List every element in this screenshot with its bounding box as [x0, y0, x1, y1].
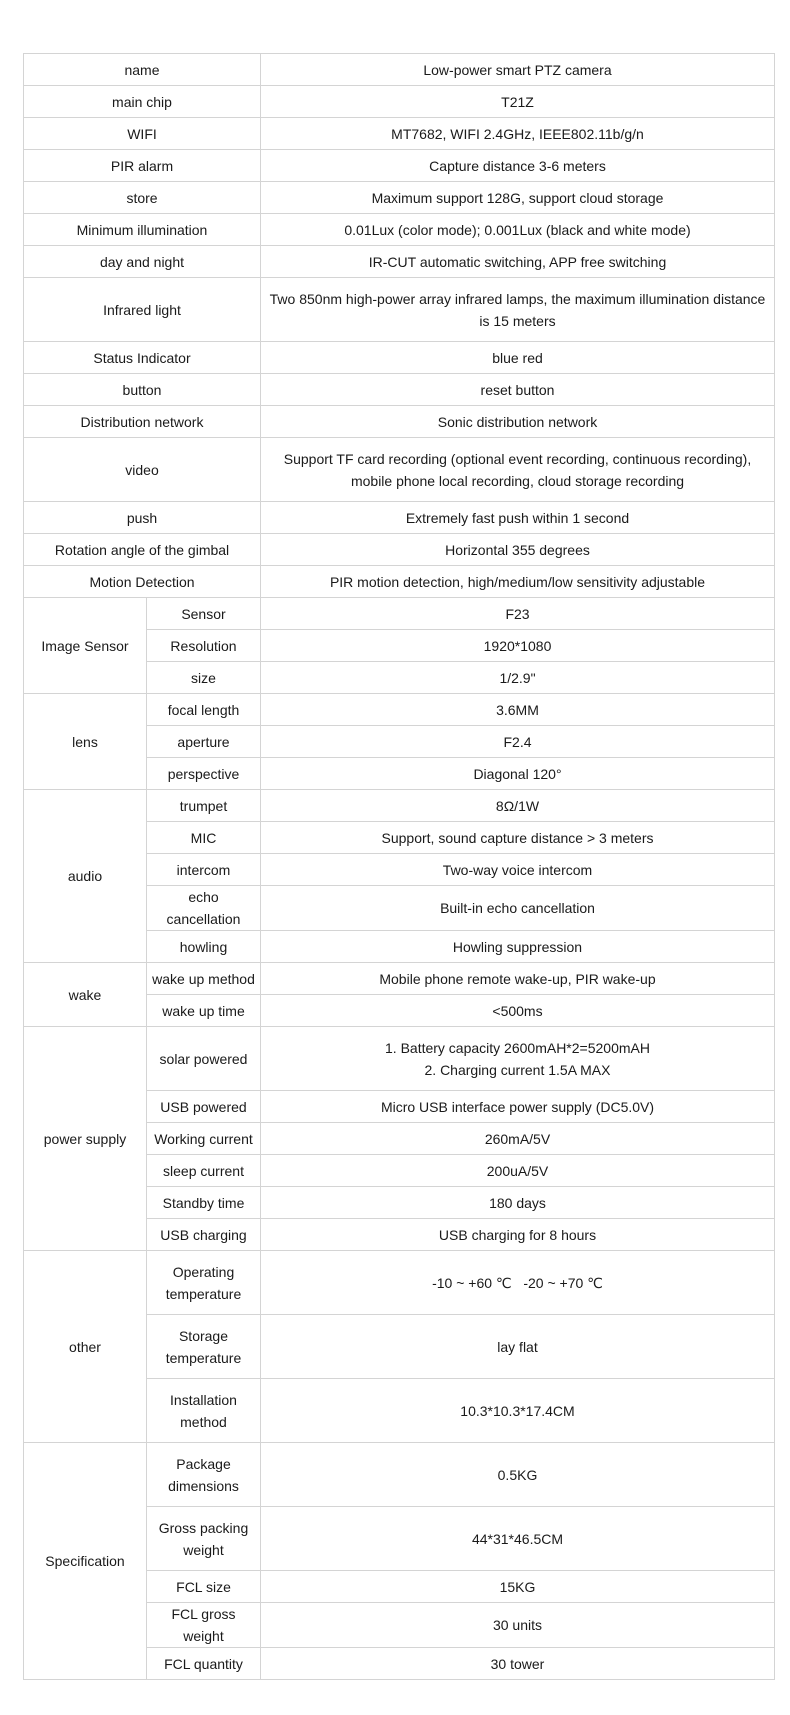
row-value: 200uA/5V — [261, 1155, 775, 1187]
row-value: 260mA/5V — [261, 1123, 775, 1155]
row-value: Extremely fast push within 1 second — [261, 502, 775, 534]
row-value: Howling suppression — [261, 931, 775, 963]
row-label: video — [24, 438, 261, 502]
row-label: Operating temperature — [147, 1251, 261, 1315]
table-row — [24, 374, 775, 406]
table-row — [24, 694, 775, 726]
row-label: focal length — [147, 694, 261, 726]
table-row — [24, 182, 775, 214]
row-value: 1/2.9" — [261, 662, 775, 694]
table-row — [24, 278, 775, 342]
group-label: power supply — [24, 1027, 147, 1251]
row-label: main chip — [24, 86, 261, 118]
table-row — [24, 214, 775, 246]
row-label: push — [24, 502, 261, 534]
row-label: howling — [147, 931, 261, 963]
row-value: MT7682, WIFI 2.4GHz, IEEE802.11b/g/n — [261, 118, 775, 150]
row-label: PIR alarm — [24, 150, 261, 182]
row-value: 1920*1080 — [261, 630, 775, 662]
table-row — [24, 1251, 775, 1315]
row-label: FCL quantity — [147, 1648, 261, 1680]
row-value: Built-in echo cancellation — [261, 886, 775, 931]
row-label: size — [147, 662, 261, 694]
row-label: Gross packing weight — [147, 1507, 261, 1571]
row-label: store — [24, 182, 261, 214]
row-value: Support TF card recording (optional event recording, continuous recording), mobile phone local recording, cloud storage recording — [261, 438, 775, 502]
table-row — [24, 406, 775, 438]
row-value: Micro USB interface power supply (DC5.0V) — [261, 1091, 775, 1123]
row-label: Working current — [147, 1123, 261, 1155]
row-label: wake up time — [147, 995, 261, 1027]
row-label: Status Indicator — [24, 342, 261, 374]
row-label: FCL gross weight — [147, 1603, 261, 1648]
row-value: Capture distance 3-6 meters — [261, 150, 775, 182]
row-value — [261, 1027, 775, 1091]
row-label: button — [24, 374, 261, 406]
row-value: Diagonal 120° — [261, 758, 775, 790]
table-row — [24, 566, 775, 598]
row-label: solar powered — [147, 1027, 261, 1091]
group-label: other — [24, 1251, 147, 1443]
table-row — [24, 598, 775, 630]
row-value: USB charging for 8 hours — [261, 1219, 775, 1251]
row-value: 8Ω/1W — [261, 790, 775, 822]
row-label: Installation method — [147, 1379, 261, 1443]
spec-table — [23, 53, 775, 1680]
row-value: PIR motion detection, high/medium/low sensitivity adjustable — [261, 566, 775, 598]
row-value: 180 days — [261, 1187, 775, 1219]
row-value: Mobile phone remote wake-up, PIR wake-up — [261, 963, 775, 995]
row-value: T21Z — [261, 86, 775, 118]
row-label: day and night — [24, 246, 261, 278]
row-value: Horizontal 355 degrees — [261, 534, 775, 566]
row-label: wake up method — [147, 963, 261, 995]
row-value: 0.5KG — [261, 1443, 775, 1507]
row-label: echo cancellation — [147, 886, 261, 931]
row-label: MIC — [147, 822, 261, 854]
row-value: 10.3*10.3*17.4CM — [261, 1379, 775, 1443]
row-label: USB powered — [147, 1091, 261, 1123]
row-label: FCL size — [147, 1571, 261, 1603]
row-label: Distribution network — [24, 406, 261, 438]
row-value: 0.01Lux (color mode); 0.001Lux (black and white mode) — [261, 214, 775, 246]
row-value: Support, sound capture distance > 3 meters — [261, 822, 775, 854]
row-label: Standby time — [147, 1187, 261, 1219]
table-row — [24, 150, 775, 182]
row-value: <500ms — [261, 995, 775, 1027]
table-row — [24, 438, 775, 502]
row-value: Two-way voice intercom — [261, 854, 775, 886]
row-label: perspective — [147, 758, 261, 790]
row-value: reset button — [261, 374, 775, 406]
table-row — [24, 246, 775, 278]
value-line: 2. Charging current 1.5A MAX — [424, 1061, 611, 1078]
row-label: Package dimensions — [147, 1443, 261, 1507]
row-label: Resolution — [147, 630, 261, 662]
row-label: Sensor — [147, 598, 261, 630]
value-line: 1. Battery capacity 2600mAH*2=5200mAH — [385, 1039, 650, 1056]
row-label: Rotation angle of the gimbal — [24, 534, 261, 566]
row-value: F23 — [261, 598, 775, 630]
row-label: Minimum illumination — [24, 214, 261, 246]
row-value: 15KG — [261, 1571, 775, 1603]
table-row — [24, 1443, 775, 1507]
row-value: lay flat — [261, 1315, 775, 1379]
row-label: WIFI — [24, 118, 261, 150]
row-value: 44*31*46.5CM — [261, 1507, 775, 1571]
group-label: audio — [24, 790, 147, 963]
row-label: sleep current — [147, 1155, 261, 1187]
group-label: wake — [24, 963, 147, 1027]
group-label: Specification — [24, 1443, 147, 1680]
row-label: Infrared light — [24, 278, 261, 342]
row-value: Low-power smart PTZ camera — [261, 54, 775, 86]
row-value: -10 ~ +60 ℃ -20 ~ +70 ℃ — [261, 1251, 775, 1315]
row-value: Sonic distribution network — [261, 406, 775, 438]
group-label: Image Sensor — [24, 598, 147, 694]
row-label: aperture — [147, 726, 261, 758]
row-label: trumpet — [147, 790, 261, 822]
row-value: IR-CUT automatic switching, APP free switching — [261, 246, 775, 278]
table-row — [24, 54, 775, 86]
row-value: Maximum support 128G, support cloud storage — [261, 182, 775, 214]
row-label: name — [24, 54, 261, 86]
row-value: 3.6MM — [261, 694, 775, 726]
row-value: blue red — [261, 342, 775, 374]
table-row — [24, 534, 775, 566]
group-label: lens — [24, 694, 147, 790]
table-row — [24, 1027, 775, 1091]
row-label: Motion Detection — [24, 566, 261, 598]
table-row — [24, 963, 775, 995]
table-row — [24, 86, 775, 118]
row-value: 30 tower — [261, 1648, 775, 1680]
row-label: intercom — [147, 854, 261, 886]
table-row — [24, 118, 775, 150]
table-row — [24, 790, 775, 822]
row-value: 30 units — [261, 1603, 775, 1648]
table-row — [24, 502, 775, 534]
row-value: Two 850nm high-power array infrared lamps, the maximum illumination distance is 15 meters — [261, 278, 775, 342]
row-label: USB charging — [147, 1219, 261, 1251]
row-label: Storage temperature — [147, 1315, 261, 1379]
table-row — [24, 342, 775, 374]
row-value: F2.4 — [261, 726, 775, 758]
